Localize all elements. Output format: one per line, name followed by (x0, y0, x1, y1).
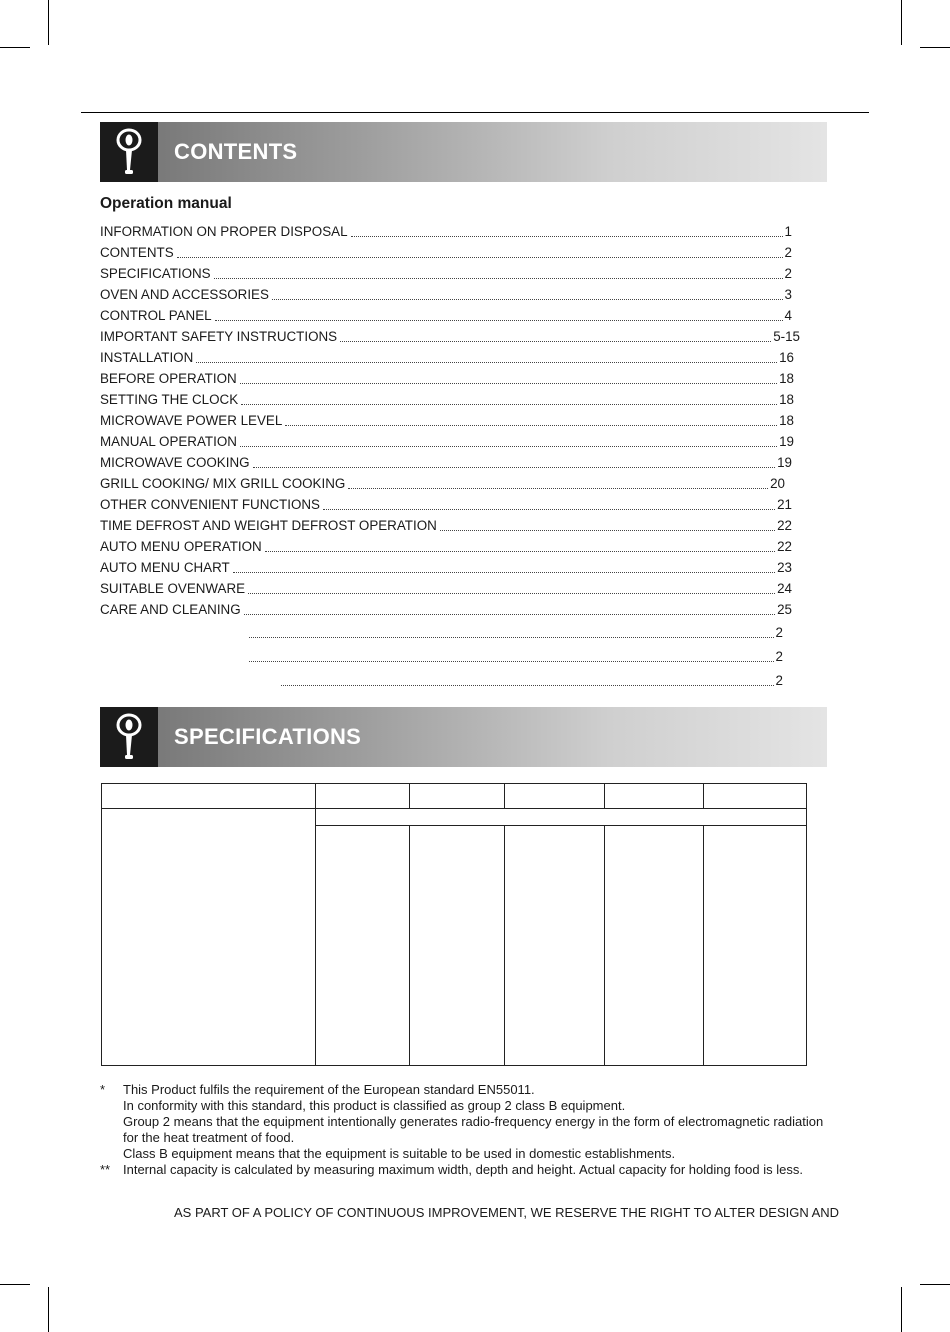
crop-mark (901, 0, 902, 45)
toc-page-number: 18 (779, 392, 794, 407)
toc-leader-dots (215, 320, 783, 321)
toc-entry (278, 673, 783, 689)
toc-page-number: 25 (777, 602, 792, 617)
toc-entry (100, 518, 792, 534)
toc-label: AUTO MENU CHART (100, 560, 230, 575)
crop-mark (920, 1284, 950, 1285)
toc-leader-dots (249, 637, 774, 638)
table-cell (315, 784, 409, 809)
toc-label: MICROWAVE POWER LEVEL (100, 413, 283, 428)
footnote-line: This Product fulfils the requirement of the European standard EN55011. (123, 1082, 535, 1097)
toc-page-number: 18 (779, 413, 794, 428)
toc-page-number: 19 (779, 434, 794, 449)
toc-leader-dots (265, 551, 775, 552)
table-cell (409, 784, 505, 809)
toc-page-number: 2 (784, 266, 792, 281)
toc-label: MANUAL OPERATION (100, 434, 237, 449)
table-cell (315, 826, 409, 1066)
toc-leader-dots (285, 425, 777, 426)
info-icon (114, 128, 144, 176)
toc-leader-dots (440, 530, 775, 531)
toc-entry (100, 224, 792, 240)
footnote-line: Group 2 means that the equipment intentionally generates radio-frequency energy in the form of electromagnetic radiation for the heat treatment of food. (123, 1114, 824, 1145)
footnote-mark: * (100, 1082, 106, 1097)
toc-page-number: 2 (775, 673, 783, 688)
toc-page-number: 2 (775, 625, 783, 640)
contents-title: CONTENTS (174, 139, 298, 164)
table-cell (505, 826, 605, 1066)
table-cell (315, 809, 806, 826)
toc-leader-dots (253, 467, 776, 468)
toc-page-number: 3 (784, 287, 792, 302)
toc-entry (100, 539, 792, 555)
table-cell (704, 826, 807, 1066)
toc-label: IMPORTANT SAFETY INSTRUCTIONS (100, 329, 338, 344)
toc-entry (246, 649, 783, 665)
toc-label: INSTALLATION (100, 350, 194, 365)
toc-label: SUITABLE OVENWARE (100, 581, 246, 596)
toc-leader-dots (233, 572, 775, 573)
crop-mark (920, 47, 950, 48)
toc-leader-dots (177, 257, 783, 258)
toc-label: CONTENTS (100, 245, 174, 260)
toc-page-number: 16 (779, 350, 794, 365)
info-icon-box (100, 122, 158, 182)
table-cell (102, 784, 316, 809)
specifications-banner (100, 707, 827, 767)
toc-entry (100, 413, 794, 429)
toc-entry (100, 434, 794, 450)
contents-banner (100, 122, 827, 182)
toc-leader-dots (249, 661, 774, 662)
toc-leader-dots (214, 278, 783, 279)
specifications-table (101, 783, 807, 1066)
toc-page-number: 20 (770, 476, 785, 491)
toc-label: GRILL COOKING/ MIX GRILL COOKING (100, 476, 346, 491)
toc-label: SETTING THE CLOCK (100, 392, 239, 407)
crop-mark (0, 47, 30, 48)
toc-leader-dots (240, 383, 777, 384)
table-cell (704, 784, 807, 809)
toc-leader-dots (241, 404, 777, 405)
toc-page-number: 2 (775, 649, 783, 664)
toc-page-number: 4 (784, 308, 792, 323)
toc-entry (100, 308, 792, 324)
toc-leader-dots (196, 362, 777, 363)
toc-page-number: 5-15 (773, 329, 800, 344)
table-row (102, 809, 807, 826)
toc-entry (100, 581, 792, 597)
table-cell (505, 784, 605, 809)
table-cell (605, 784, 704, 809)
toc-page-number: 1 (784, 224, 792, 239)
toc-page-number: 21 (777, 497, 792, 512)
specifications-title: SPECIFICATIONS (174, 724, 362, 749)
toc-leader-dots (323, 509, 775, 510)
crop-mark (48, 1287, 49, 1332)
toc-entry (246, 625, 783, 641)
toc-leader-dots (240, 446, 777, 447)
footnote-line: Internal capacity is calculated by measuring maximum width, depth and height. Actual capacity for holding food is less. (123, 1162, 803, 1177)
toc-leader-dots (244, 614, 775, 615)
table-row (102, 784, 807, 809)
info-icon-box (100, 707, 158, 767)
footnote-mark: ** (100, 1162, 111, 1177)
toc-page-number: 22 (777, 518, 792, 533)
toc-label: TIME DEFROST AND WEIGHT DEFROST OPERATION (100, 518, 437, 533)
footnote-line: In conformity with this standard, this product is classified as group 2 class B equipment. (123, 1098, 626, 1113)
toc-label: AUTO MENU OPERATION (100, 539, 262, 554)
toc-page-number: 23 (777, 560, 792, 575)
toc-page-number: 2 (784, 245, 792, 260)
toc-label: OVEN AND ACCESSORIES (100, 287, 269, 302)
policy-statement: AS PART OF A POLICY OF CONTINUOUS IMPROVEMENT, WE RESERVE THE RIGHT TO ALTER DESIGN AND (174, 1205, 840, 1220)
footnote (100, 1082, 828, 1162)
table-cell (409, 826, 505, 1066)
table-cell (605, 826, 704, 1066)
toc-page-number: 19 (777, 455, 792, 470)
crop-mark (901, 1287, 902, 1332)
toc-entry (100, 560, 792, 576)
operation-manual-heading: Operation manual (100, 195, 232, 212)
toc-leader-dots (348, 488, 768, 489)
toc-label: BEFORE OPERATION (100, 371, 237, 386)
toc-entry (100, 266, 792, 282)
toc-entry (100, 497, 792, 513)
toc-label: OTHER CONVENIENT FUNCTIONS (100, 497, 320, 512)
toc-label: INFORMATION ON PROPER DISPOSAL (100, 224, 348, 239)
crop-mark (48, 0, 49, 45)
toc-entry (100, 476, 785, 492)
toc-leader-dots (351, 236, 783, 237)
toc-entry (100, 329, 800, 345)
toc-entry (100, 245, 792, 261)
footnote-line: Class B equipment means that the equipment is suitable to be used in domestic establishments. (123, 1146, 676, 1161)
toc-entry (100, 350, 794, 366)
toc-entry (100, 287, 792, 303)
toc-label: CONTROL PANEL (100, 308, 212, 323)
info-icon (114, 713, 144, 761)
toc-leader-dots (272, 299, 783, 300)
footnote (100, 1162, 828, 1178)
toc-entry (100, 392, 794, 408)
toc-label: CARE AND CLEANING (100, 602, 241, 617)
footnotes (100, 1082, 828, 1178)
toc-leader-dots (340, 341, 771, 342)
toc-entry (100, 371, 794, 387)
toc-page-number: 18 (779, 371, 794, 386)
toc-entry (100, 455, 792, 471)
table-cell (102, 809, 316, 1066)
toc-leader-dots (248, 593, 775, 594)
toc-page-number: 24 (777, 581, 792, 596)
toc-leader-dots (281, 685, 774, 686)
toc-page-number: 22 (777, 539, 792, 554)
toc-label: SPECIFICATIONS (100, 266, 211, 281)
crop-mark (0, 1284, 30, 1285)
toc-entry (100, 602, 792, 618)
header-rule (81, 112, 869, 113)
toc-label: MICROWAVE COOKING (100, 455, 250, 470)
